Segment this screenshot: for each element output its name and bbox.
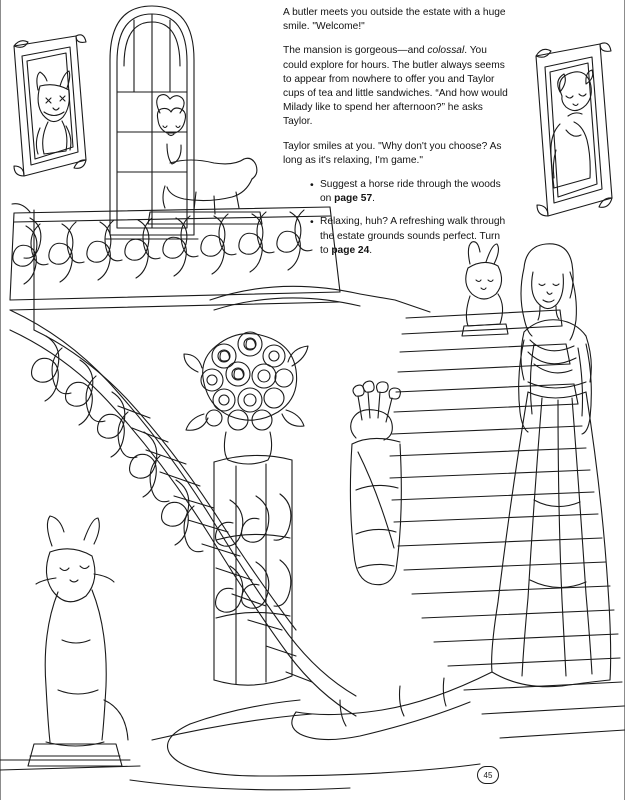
carpet-runner: [152, 700, 480, 776]
choice-list: [310, 178, 507, 258]
deer-statue: [157, 95, 257, 214]
choice-item-2[interactable]: [310, 215, 507, 258]
stair-treads-right: [390, 310, 625, 738]
italic-word: colossal: [427, 45, 465, 57]
upper-landing: [210, 286, 430, 312]
framed-portrait-right: [536, 43, 612, 216]
story-paragraph-1: A butler meets you outside the estate with a huge smile. "Welcome!": [283, 7, 506, 33]
cat-statue: [28, 516, 128, 766]
story-text: [283, 6, 509, 267]
choice-2-text: Relaxing, huh? A refreshing walk through the estate grounds sounds perfect. Turn to: [320, 216, 506, 256]
choice-2-suffix: .: [369, 244, 373, 256]
rose-bouquet: [184, 332, 308, 464]
choice-1-page-ref[interactable]: page 57: [334, 193, 373, 205]
woman-in-gown: [292, 244, 611, 740]
choice-item-1[interactable]: [310, 178, 507, 206]
story-paragraph-3: Taylor smiles at you. "Why don't you choose? As long as it's relaxing, I'm game.": [283, 140, 502, 166]
floor: [0, 766, 350, 790]
page-number-badge: 45: [477, 766, 499, 784]
choice-2-page-ref[interactable]: page 24: [331, 244, 370, 256]
story-paragraph-2: The mansion is gorgeous—and colossal. You could explore for hours. The butler always seems to appear from nowhere to offer you and Taylor cups of tea and little sandwiches. “And how would Milady like to spend her afternoon?” he asks Taylor.: [283, 45, 508, 128]
staircase-balustrade: [12, 204, 296, 630]
staircase-outer-curve: [10, 310, 356, 716]
choice-1-text: Suggest a horse ride through the woods on: [320, 179, 501, 205]
choice-1-suffix: .: [372, 193, 375, 205]
framed-portrait-left: [14, 35, 86, 176]
